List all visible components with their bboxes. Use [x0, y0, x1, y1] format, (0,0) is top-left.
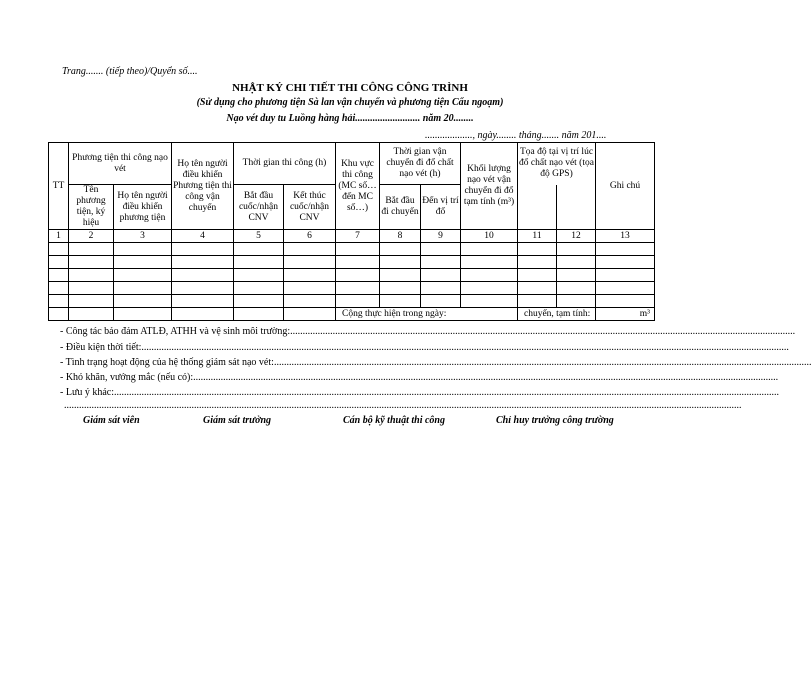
- header-vehicle-group: Phương tiện thi công nạo vét: [69, 143, 172, 185]
- header-operator-name: Họ tên người điều khiển phương tiện: [114, 185, 172, 230]
- footer-line-safety: - Công tác bảo đảm ATLĐ, ATHH và vệ sinh môi trường:..........................................................................................................................................................................................................: [60, 326, 796, 337]
- footer-line-weather: - Điều kiện thời tiết:...................................................................................................................................................................................................................................................................: [60, 342, 789, 353]
- table-row: [49, 295, 655, 308]
- column-number: 6: [284, 230, 336, 243]
- signature-chief-supervisor: Giám sát trưởng: [203, 415, 272, 426]
- footer-line-other: - Lưu ý khác:..........................................................................................................................................................................................................................................................................: [60, 387, 780, 398]
- header-time-group: Thời gian thi công (h): [234, 143, 336, 185]
- column-number: 2: [69, 230, 114, 243]
- header-coord-x: [518, 185, 557, 230]
- page-continuation-note: Trang....... (tiếp theo)/Quyển số....: [62, 66, 198, 77]
- footer-line-label: - Tình trạng hoạt động của hệ thống giám sát nạo vét:: [60, 357, 274, 368]
- column-number: 4: [172, 230, 234, 243]
- footer-line-label: - Công tác bảo đảm ATLĐ, ATHH và vệ sinh môi trường:: [60, 326, 291, 337]
- footer-line-label: - Lưu ý khác:: [60, 387, 115, 398]
- signature-technical-officer: Cán bộ kỹ thuật thi công: [343, 415, 445, 426]
- header-vehicle-name: Tên phương tiện, ký hiệu: [69, 185, 114, 230]
- header-tt: TT: [49, 143, 69, 230]
- total-unit: m³: [596, 308, 655, 321]
- header-time-end: Kết thúc cuốc/nhận CNV: [284, 185, 336, 230]
- column-number-row: [49, 230, 655, 243]
- total-row: [49, 308, 655, 321]
- header-notes: Ghi chú: [596, 143, 655, 230]
- table-row: [49, 256, 655, 269]
- header-transport-arrive: Đến vị trí đổ: [421, 185, 461, 230]
- column-number: 13: [596, 230, 655, 243]
- document-subtitle: (Sử dụng cho phương tiện Sà lan vận chuyển và phương tiện Cẩu ngoạm): [196, 97, 504, 108]
- column-number: 10: [461, 230, 518, 243]
- header-time-start: Bắt đầu cuốc/nhận CNV: [234, 185, 284, 230]
- construction-log-table: [48, 142, 655, 321]
- column-number: 11: [518, 230, 557, 243]
- column-number: 1: [49, 230, 69, 243]
- table-row: [49, 243, 655, 256]
- signature-supervisor: Giám sát viên: [83, 415, 140, 426]
- total-label: Cộng thực hiện trong ngày:: [336, 308, 518, 321]
- document-title: NHẬT KÝ CHI TIẾT THI CÔNG CÔNG TRÌNH: [232, 82, 468, 94]
- column-number: 9: [421, 230, 461, 243]
- table-row: [49, 282, 655, 295]
- footer-line-label: - Khó khăn, vướng mắc (nếu có):: [60, 372, 194, 383]
- signature-site-commander: Chỉ huy trưởng công trường: [496, 415, 614, 426]
- column-number: 12: [557, 230, 596, 243]
- header-area: Khu vực thi công (MC số… đến MC số…): [336, 143, 380, 230]
- column-number: 3: [114, 230, 172, 243]
- project-line: Nạo vét duy tu Luồng hàng hải.......................... năm 20........: [226, 113, 474, 124]
- footer-line-difficulties: - Khó khăn, vướng mắc (nếu có):..........................................................................................................................................................................................................................................: [60, 372, 779, 383]
- header-driver-name: Họ tên người điều khiển Phương tiện thi công vận chuyển: [172, 143, 234, 230]
- footer-blank-line: ...............................................................................................................................................................................................................................................................................: [64, 400, 742, 411]
- header-transport-start: Bắt đầu đi chuyến: [380, 185, 421, 230]
- date-line: ..................., ngày........ tháng....... năm 201....: [425, 130, 607, 141]
- header-coord-y: [557, 185, 596, 230]
- footer-line-label: - Điều kiện thời tiết:: [60, 342, 142, 353]
- footer-line-monitoring: - Tình trạng hoạt động của hệ thống giám sát nạo vét:.......................................................................................................................................................................................................................: [60, 357, 811, 368]
- header-coords: Tọa độ tại vị trí lúc đổ chất nạo vét (tọa độ GPS): [518, 143, 596, 185]
- column-number: 8: [380, 230, 421, 243]
- header-transport-group: Thời gian vận chuyển đi đổ chất nạo vét (h): [380, 143, 461, 185]
- table-row: [49, 269, 655, 282]
- column-number: 7: [336, 230, 380, 243]
- column-number: 5: [234, 230, 284, 243]
- total-trips-label: chuyến, tạm tính:: [518, 308, 596, 321]
- header-volume: Khối lượng nạo vét vận chuyển đi đổ tạm tính (m³): [461, 143, 518, 230]
